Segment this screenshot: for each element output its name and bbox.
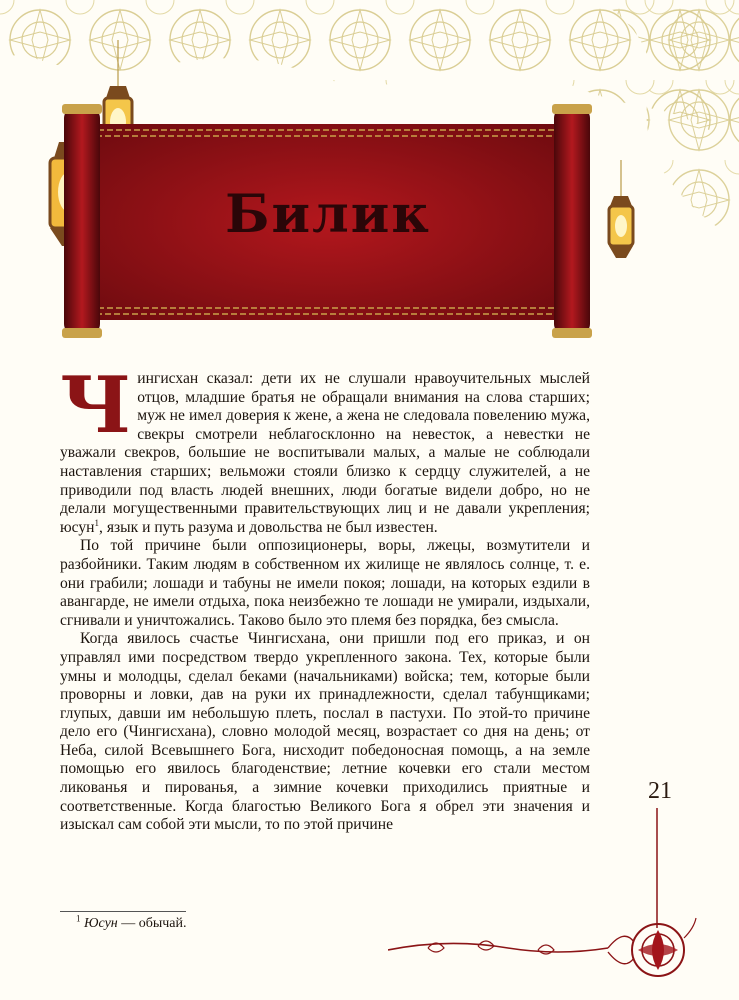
paragraph-3: Когда явилось счастье Чингисхана, они пришли под его приказ, и он управлял ими посредством твердо укрепленного закона. Тех, которые были умны и молодцы, сделал беками (начальниками) войска; тем, которые были проворны и ловки, дав на руки их принадлежности, сделал табунщиками; глупых, давши им небольшую плеть, послал в пастухи. По этой-то причине дело его (Чингисхана), словно молодой месяц, возрастает со дня на день; от Неба, силой Всевышнего Бога, нисходит победоносная помощь, а на земле помощью его явилось благоденствие; летние кочевки его стали местом ликованья и пированья, а зимние кочевки приходились приятные и соответственные. Когда благостью Великого Бога я обрел эти значения и изыскал сам собой эти мысли, то по этой причине: [60, 630, 590, 834]
footnote-divider: [60, 911, 186, 912]
lantern-icon: [602, 160, 640, 270]
footnote-definition: — обычай.: [117, 916, 187, 931]
paragraph-1: [60, 360, 590, 537]
footnote-ref[interactable]: 1: [94, 517, 100, 528]
footnote-term: Юсун: [84, 916, 118, 931]
title-scroll-banner: [58, 104, 598, 342]
paragraph-1-text-a: ингисхан сказал: дети их не слушали нравоучительных мыслей отцов, младшие братья не обращали внимания на слова старших; муж не имел доверия к жене, а жена не следовала повелению мужа, свекры смотрели неблагосклонно на невесток, а невестки не уважали свекров, большие не воспитывали малых, а малые не соблюдали наставления старших; вельможи стояли близко к сердцу служителей, а не приводили под власть людей внешних, люди богатые видели добро, но не делали могущественными правительствующих лиц и не давали укрепления; юсун: [60, 370, 590, 536]
body-text: [60, 360, 590, 835]
paragraph-2: По той причине были оппозиционеры, воры, лжецы, возмутители и разбойники. Таким людям в собственном их жилище не являлось солнце, т. е. они грабили; лошади и табуны не имели покоя; лошади, на которых ездили в авангарде, не имели отдыха, пока неизбежно те лошади не умирали, издыхали, сгнивали и уничтожались. Таково было это племя без порядка, без смысла.: [60, 537, 590, 629]
page-title: Билик: [225, 184, 431, 245]
footnote: [76, 913, 187, 932]
page-number: 21: [648, 778, 672, 804]
paragraph-1-text-b: , язык и путь разума и довольства не был известен.: [99, 518, 438, 536]
footnote-marker: 1: [76, 913, 81, 924]
drop-cap: Ч: [60, 360, 132, 451]
ornament-flourish-icon: [388, 908, 698, 988]
